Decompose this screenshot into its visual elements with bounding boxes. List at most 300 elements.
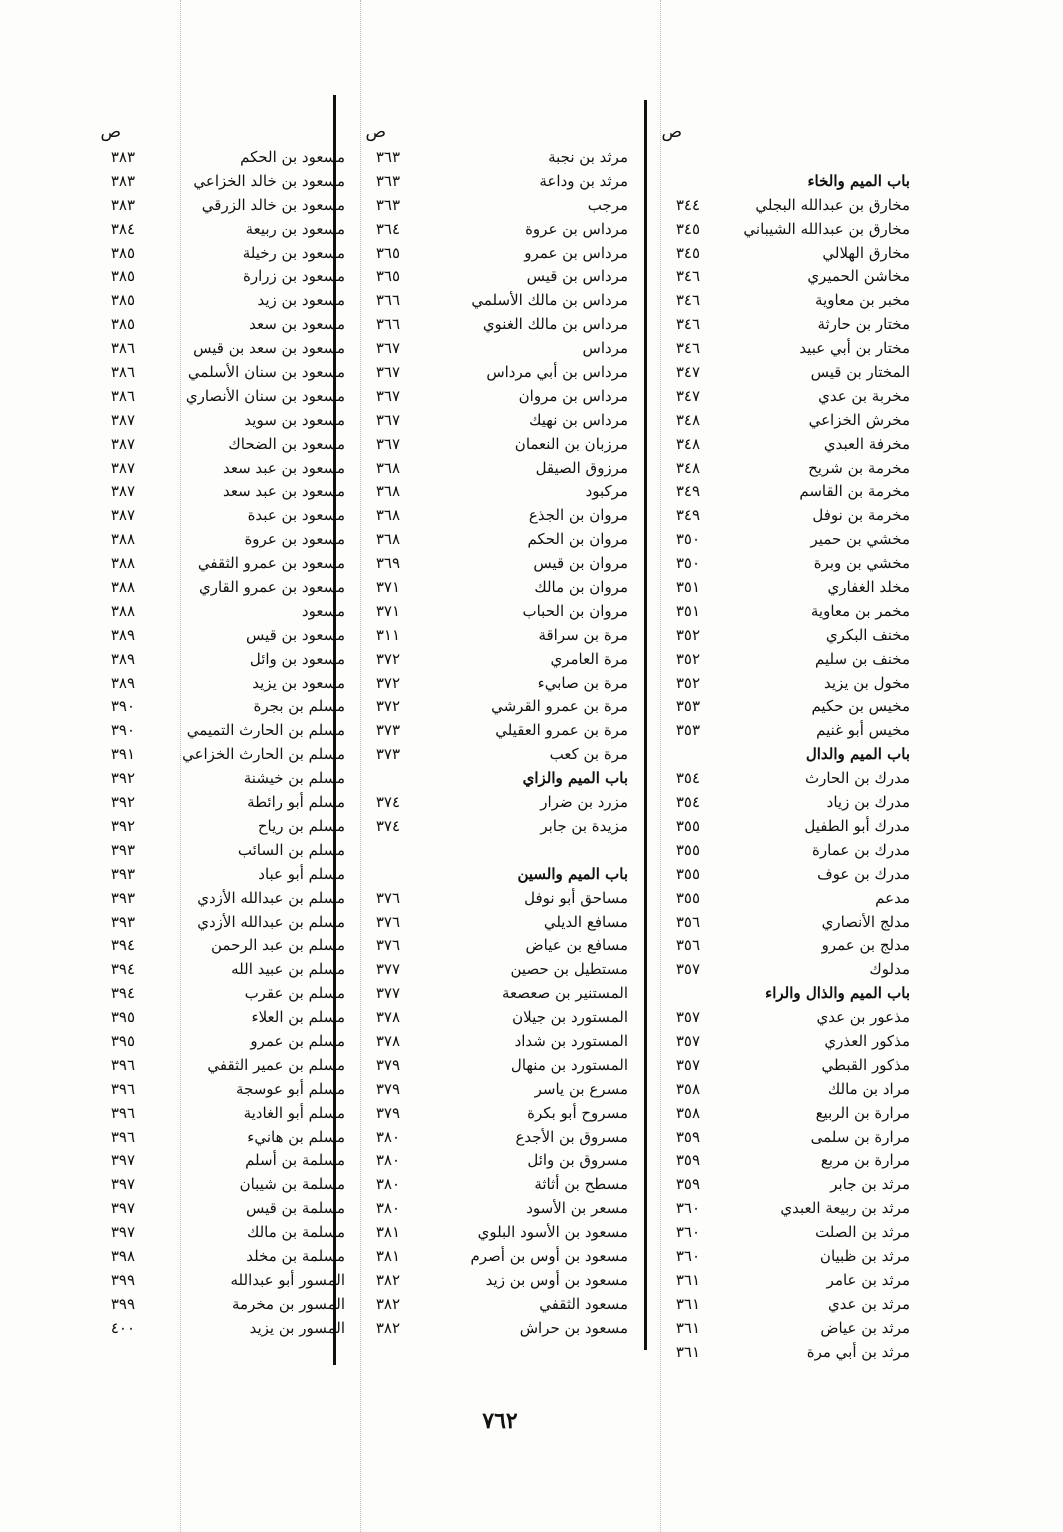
index-entry-page: ٣٨٠ — [375, 1175, 400, 1194]
index-entry-name: مسعود بن عمرو القاري — [198, 578, 345, 597]
index-entry-name: مروان بن الحكم — [527, 530, 628, 549]
index-entry-page: ٣٨٢ — [375, 1318, 400, 1337]
index-entry-page: ٣٩٩ — [110, 1294, 135, 1313]
index-entry-name: المسور بن مخرمة — [232, 1294, 345, 1313]
index-entry-page: ٣٨٦ — [110, 339, 135, 358]
index-entry-name: مخيس بن حكيم — [811, 697, 910, 716]
index-entry-name: مخرمة بن نوفل — [812, 506, 910, 525]
index-entry-name: مخشي بن حمير — [810, 530, 910, 549]
index-entry-page: ٣٤٦ — [675, 339, 700, 358]
index-entry-name: مسلم بن الحارث الخزاعي — [182, 745, 345, 764]
index-entry-page: ٣٤٧ — [675, 386, 700, 405]
index-entry-page: ٣٩٤ — [110, 960, 135, 979]
index-entry-page: ٣٧٢ — [375, 673, 400, 692]
index-entry-name: مسلم أبو عباد — [258, 864, 345, 883]
index-entry-page: ٣٧٣ — [375, 721, 400, 740]
index-entry-page: ٣٤٤ — [675, 195, 700, 214]
index-entry-page: ٣٨٠ — [375, 1199, 400, 1218]
index-entry-name: مزيدة بن جابر — [540, 816, 628, 835]
index-entry-page: ٣٥٣ — [675, 697, 700, 716]
page-header-label: ص — [365, 122, 386, 142]
index-entry-page: ٣٥٥ — [675, 816, 700, 835]
index-entry-page: ٣٨٧ — [110, 506, 135, 525]
index-entry-page: ٣٨٥ — [110, 267, 135, 286]
index-entry-page: ٣٨١ — [375, 1246, 400, 1265]
index-entry-name: مسلم بن عبدالله الأزدي — [197, 888, 345, 907]
index-entry-name: مسعود بن زرارة — [243, 267, 345, 286]
index-entry-name: مسعود بن خالد الزرقي — [201, 195, 345, 214]
index-entry-page: ٣٦٥ — [375, 267, 400, 286]
index-entry-name: مسعود بن أوس بن زيد — [485, 1270, 628, 1289]
index-entry-name: مخارق الهلالي — [822, 243, 910, 262]
index-entry-page: ٣٤٨ — [675, 434, 700, 453]
index-entry-page: ٣٦١ — [675, 1270, 700, 1289]
index-entry-page: ٣٦٧ — [375, 386, 400, 405]
index-entry-page: ٣٦٧ — [375, 434, 400, 453]
index-entry-name: مسلمة بن أسلم — [245, 1151, 345, 1170]
index-entry-name: مذعور بن عدي — [816, 1008, 910, 1027]
index-entry-page: ٣٩٣ — [110, 864, 135, 883]
index-entry-name: مسروق بن وائل — [527, 1151, 628, 1170]
index-entry-name: مسعود — [301, 601, 345, 620]
index-entry-name: مخارق بن عبدالله البجلي — [755, 195, 910, 214]
index-entry-name: مسطح بن أثاثة — [534, 1175, 628, 1194]
index-entry-page: ٣٧٢ — [375, 697, 400, 716]
index-entry-name: مرارة بن مربع — [820, 1151, 910, 1170]
index-entry-page: ٣٨٥ — [110, 243, 135, 262]
index-entry-page: ٣٦٨ — [375, 530, 400, 549]
index-entry-page: ٣٨٣ — [110, 171, 135, 190]
index-entry-name: مسعود بن أوس بن أصرم — [470, 1246, 628, 1265]
index-entry-name: مزرد بن ضرار — [540, 793, 628, 812]
column-3-pages — [75, 118, 135, 1341]
index-entry-name: مسعود بن عروة — [244, 530, 345, 549]
index-entry-name: مسلم بن عبد الرحمن — [211, 936, 345, 955]
index-entry-name: مدرك بن عوف — [817, 864, 910, 883]
index-entry-page: ٣١١ — [375, 625, 400, 644]
index-entry-name: مخول بن يزيد — [824, 673, 910, 692]
index-entry-page: ٣٦٧ — [375, 363, 400, 382]
index-entry-name: المستورد بن منهال — [510, 1055, 628, 1074]
index-entry-page: ٣٦٨ — [375, 482, 400, 501]
index-entry-page: ٣٩٤ — [110, 984, 135, 1003]
index-entry-page: ٣٧٩ — [375, 1079, 400, 1098]
index-entry-page: ٣٩٦ — [110, 1127, 135, 1146]
index-entry-page: ٣٨١ — [375, 1223, 400, 1242]
index-entry-name: مسلم بن هانيء — [247, 1127, 345, 1146]
index-entry-name: مسروق بن الأجدع — [515, 1127, 628, 1146]
index-entry-name: مدلج بن عمرو — [821, 936, 910, 955]
index-entry-page: ٣٨٠ — [375, 1127, 400, 1146]
index-entry-page: ٤٠٠ — [110, 1318, 135, 1337]
index-entry-name: مسلمة بن مالك — [246, 1223, 345, 1242]
index-entry-name: مرة بن عمرو القرشي — [491, 697, 628, 716]
index-entry-page: ٣٩٦ — [110, 1079, 135, 1098]
index-entry-page: ٣٥٠ — [675, 554, 700, 573]
index-entry-name: مراد بن مالك — [827, 1079, 910, 1098]
index-entry-name: مسلم بن السائب — [237, 840, 345, 859]
column-3-names — [170, 118, 345, 1341]
index-entry-name: مذكور العذري — [824, 1031, 910, 1050]
index-entry-page: ٣٤٦ — [675, 291, 700, 310]
index-entry-name: باب الميم والسين — [517, 864, 628, 883]
index-entry-page: ٣٦١ — [675, 1294, 700, 1313]
index-entry-name: مسروح أبو بكرة — [527, 1103, 628, 1122]
index-entry-page: ٣٩٠ — [110, 697, 135, 716]
index-entry-name: مسلمة بن مخلد — [246, 1246, 345, 1265]
index-entry-page — [640, 170, 700, 194]
index-entry-page: ٣٩٢ — [110, 793, 135, 812]
index-entry-name: مسعود بن الضحاك — [228, 434, 345, 453]
index-entry-name: مخرمة بن القاسم — [799, 482, 910, 501]
index-entry-name: مرداس بن عروة — [525, 219, 628, 238]
index-entry-page: ٣٨٨ — [110, 554, 135, 573]
index-entry-page — [345, 839, 400, 863]
index-entry-name: مخمر بن معاوية — [810, 601, 910, 620]
index-entry-page: ٣٩٧ — [110, 1223, 135, 1242]
index-entry-page — [345, 863, 400, 887]
index-entry-name: باب الميم والدال — [805, 745, 910, 764]
index-entry-name: مسلم بن عقرب — [244, 984, 345, 1003]
column-header-spacer — [700, 118, 910, 146]
index-entry-page: ٣٥٩ — [675, 1127, 700, 1146]
index-entry-page: ٣٧٤ — [375, 793, 400, 812]
index-entry-page: ٣٦٣ — [375, 195, 400, 214]
index-entry-name: مختار بن حارثة — [817, 315, 910, 334]
index-entry-name: مخربة بن عدي — [818, 386, 910, 405]
index-entry-page: ٣٥٩ — [675, 1151, 700, 1170]
index-entry-name: مرداس بن قيس — [526, 267, 628, 286]
index-entry-page: ٣٤٩ — [675, 482, 700, 501]
index-entry-name: مخاشن الحميري — [807, 267, 910, 286]
index-entry-page: ٣٨٣ — [110, 148, 135, 166]
index-entry-page: ٣٦٧ — [375, 339, 400, 358]
index-entry-name: مسعر بن الأسود — [526, 1199, 628, 1218]
index-entry-page: ٣٨٩ — [110, 673, 135, 692]
index-entry-page: ٣٧٨ — [375, 1008, 400, 1027]
index-entry-name: مدرك أبو الطفيل — [804, 816, 910, 835]
index-entry-name: مروان بن الجذع — [528, 506, 628, 525]
index-entry-name: مسلم أبو الغادية — [243, 1103, 345, 1122]
index-entry-page: ٣٥٦ — [675, 912, 700, 931]
index-entry-name: مدرك بن زياد — [826, 793, 910, 812]
index-entry-page: ٣٦٨ — [375, 506, 400, 525]
index-entry-page: ٣٧٩ — [375, 1055, 400, 1074]
index-entry-page: ٣٦٧ — [375, 410, 400, 429]
index-entry-name: مسعود بن قيس — [245, 625, 345, 644]
index-entry-page: ٣٩١ — [110, 745, 135, 764]
index-entry-name: باب الميم والزاي — [522, 769, 628, 788]
index-entry-page: ٣٧٧ — [375, 984, 400, 1003]
index-entry-page: ٣٩٥ — [110, 1031, 135, 1050]
column-1-names — [700, 118, 910, 1364]
index-entry-page: ٣٧١ — [375, 601, 400, 620]
index-entry-name: مرثد بن ربيعة العبدي — [780, 1199, 910, 1218]
index-entry-name: مسلمة بن شيبان — [239, 1175, 345, 1194]
index-entry-page: ٣٤٦ — [675, 267, 700, 286]
index-entry-name: مرة بن عمرو العقيلي — [495, 721, 628, 740]
index-entry-page: ٣٨٨ — [110, 601, 135, 620]
index-entry-page: ٣٨٣ — [110, 195, 135, 214]
index-entry-name: مسعود بن سعد بن قيس — [193, 339, 345, 358]
index-entry-page: ٣٩٠ — [110, 721, 135, 740]
index-entry-page: ٣٧٦ — [375, 936, 400, 955]
index-entry-name: مسعود بن عمرو الثقفي — [197, 554, 345, 573]
index-entry-page: ٣٧٤ — [375, 816, 400, 835]
index-entry-page: ٣٧٦ — [375, 912, 400, 931]
index-entry-page: ٣٥٧ — [675, 960, 700, 979]
index-entry-page: ٣٥٧ — [675, 1055, 700, 1074]
index-entry-page: ٣٨٤ — [110, 219, 135, 238]
index-entry-page: ٣٤٧ — [675, 363, 700, 382]
index-entry-name: مخنف بن سليم — [815, 649, 910, 668]
index-entry-page: ٣٩٣ — [110, 888, 135, 907]
index-entry-name: مروان بن الحباب — [522, 601, 628, 620]
index-entry-name: مسعود بن عبدة — [247, 506, 345, 525]
index-entry-page: ٣٧٣ — [375, 745, 400, 764]
index-entry-name: مرارة بن الربيع — [815, 1103, 910, 1122]
index-entry-page: ٣٤٥ — [675, 243, 700, 262]
index-entry-name: مدرك بن عمارة — [812, 840, 910, 859]
index-entry-name: مرثد بن ظبيان — [819, 1246, 910, 1265]
index-entry-name: مذكور القبطي — [821, 1055, 910, 1074]
index-entry-name: مسعود بن رخيلة — [242, 243, 345, 262]
column-header-spacer — [170, 118, 345, 146]
index-entry-page: ٣٥٧ — [675, 1031, 700, 1050]
column-2-names — [400, 118, 628, 1341]
index-entry-name: مرثد بن وداعة — [539, 171, 628, 190]
index-entry-name: باب الميم والخاء — [807, 171, 910, 190]
index-entry-name: مستطيل بن حصين — [510, 960, 628, 979]
index-entry-page: ٣٥٣ — [675, 721, 700, 740]
page-header-label: ص — [100, 122, 121, 142]
index-entry-name: مسلم أبو عوسجة — [236, 1079, 345, 1098]
index-entry-page: ٣٥٥ — [675, 864, 700, 883]
index-entry-page: ٣٧١ — [375, 578, 400, 597]
index-entry-name: مخرمة بن شريح — [808, 458, 910, 477]
column-2-pages — [345, 118, 400, 1341]
index-entry-page: ٣٨٦ — [110, 363, 135, 382]
index-entry-name: مسعود بن حراش — [519, 1318, 628, 1337]
index-entry-name: مسلم بن عمير الثقفي — [207, 1055, 345, 1074]
index-entry-page: ٣٧٨ — [375, 1031, 400, 1050]
index-entry-name: مرجب — [587, 195, 628, 214]
index-entry-name: مسلمة بن قيس — [245, 1199, 345, 1218]
index-entry-page: ٣٥٨ — [675, 1079, 700, 1098]
column-header-spacer — [400, 118, 628, 146]
index-entry-name: مخنف البكري — [825, 625, 910, 644]
index-entry-page — [640, 146, 700, 170]
index-entry-name: مسعود بن سنان الأسلمي — [187, 363, 345, 382]
index-entry-name: مختار بن أبي عبيد — [799, 339, 910, 358]
index-entry-page: ٣٨٩ — [110, 649, 135, 668]
index-entry-name: مرثد بن نجبة — [548, 148, 628, 166]
index-entry-page: ٣٨٢ — [375, 1294, 400, 1313]
index-entry-page: ٣٩٦ — [110, 1103, 135, 1122]
index-entry-name: مسعود بن خالد الخزاعي — [193, 171, 345, 190]
index-entry-name: مرارة بن سلمى — [810, 1127, 910, 1146]
index-entry-name: مخارق بن عبدالله الشيباني — [743, 219, 910, 238]
index-entry-page: ٣٥١ — [675, 601, 700, 620]
index-entry-page: ٣٩٣ — [110, 840, 135, 859]
index-entry-page: ٣٥٨ — [675, 1103, 700, 1122]
index-entry-name: مدرك بن الحارث — [805, 769, 910, 788]
index-entry-name: مسلم بن بجرة — [253, 697, 345, 716]
index-entry-name: مرزوق الصيقل — [535, 458, 628, 477]
index-entry-page: ٣٦٦ — [375, 291, 400, 310]
index-entry-name: مخبر بن معاوية — [815, 291, 910, 310]
index-entry-name: مسعود الثقفي — [539, 1294, 628, 1313]
index-entry-page: ٣٥١ — [675, 578, 700, 597]
index-entry-page: ٣٦٠ — [675, 1199, 700, 1218]
index-entry-page: ٣٩٦ — [110, 1055, 135, 1074]
index-entry-name: مركبود — [585, 482, 628, 501]
index-entry-name: مسعود بن زيد — [257, 291, 345, 310]
index-entry-name: باب الميم والذال والراء — [765, 984, 910, 1003]
index-entry-page: ٣٦٤ — [375, 219, 400, 238]
index-entry-name: مساحق أبو نوفل — [524, 888, 628, 907]
index-entry-name: المسور بن يزيد — [249, 1318, 345, 1337]
index-entry-page: ٣٨٨ — [110, 578, 135, 597]
index-entry-page: ٣٥٢ — [675, 673, 700, 692]
index-entry-name: مسعود بن يزيد — [252, 673, 345, 692]
index-entry-page: ٣٩٣ — [110, 912, 135, 931]
index-entry-page: ٣٨٦ — [110, 386, 135, 405]
index-entry-page: ٣٨٥ — [110, 315, 135, 334]
index-entry-name: المستورد بن شداد — [514, 1031, 628, 1050]
index-entry-name — [700, 146, 910, 170]
index-entry-page: ٣٩٤ — [110, 936, 135, 955]
index-entry-name: مسعود بن ربيعة — [245, 219, 345, 238]
index-entry-page: ٣٤٨ — [675, 458, 700, 477]
index-entry-page: ٣٩٧ — [110, 1151, 135, 1170]
index-entry-name: مدلج الأنصاري — [821, 912, 910, 931]
index-entry-name: المسور أبو عبدالله — [230, 1270, 345, 1289]
index-entry-page: ٣٦١ — [675, 1318, 700, 1337]
index-entry-page — [640, 982, 700, 1006]
index-entry-name: مدعم — [875, 888, 910, 907]
index-entry-name: مسعود بن عبد سعد — [222, 482, 345, 501]
index-entry-name: مروان بن مالك — [534, 578, 628, 597]
index-entry-name: مرداس بن أبي مرداس — [486, 363, 628, 382]
index-entry-name: مسعود بن سنان الأنصاري — [185, 386, 345, 405]
index-entry-name: مرة بن صابيء — [537, 673, 628, 692]
index-entry-page: ٣٦١ — [675, 1342, 700, 1361]
index-entry-name: مرثد بن الصلت — [815, 1223, 910, 1242]
index-entry-name: مخيس أبو غنيم — [816, 721, 910, 740]
index-entry-page: ٣٤٥ — [675, 219, 700, 238]
index-entry-name: مرداس — [582, 339, 628, 358]
index-entry-name: مرة العامري — [550, 649, 628, 668]
index-entry-name: المستنير بن صعصعة — [501, 984, 628, 1003]
index-entry-name: مسلم بن خيشنة — [243, 769, 345, 788]
index-entry-page: ٣٧٦ — [375, 888, 400, 907]
index-entry-name: مرثد بن عياض — [820, 1318, 910, 1337]
index-entry-name: مخلد الغفاري — [827, 578, 910, 597]
index-entry-page: ٣٧٩ — [375, 1103, 400, 1122]
index-entry-name — [400, 839, 628, 863]
index-entry-name: مسعود بن سويد — [244, 410, 345, 429]
index-entry-page: ٣٩٢ — [110, 769, 135, 788]
index-entry-name: مسلم بن رياح — [257, 816, 345, 835]
index-entry-name: مرزبان بن النعمان — [514, 434, 628, 453]
index-entry-page: ٣٨٩ — [110, 625, 135, 644]
index-entry-page: ٣٦٦ — [375, 315, 400, 334]
index-entry-name: مرثد بن عدي — [827, 1294, 910, 1313]
index-entry-page — [640, 743, 700, 767]
index-entry-name: مسرع بن ياسر — [534, 1079, 628, 1098]
index-entry-name: مسعود بن وائل — [249, 649, 345, 668]
index-entry-page: ٣٥٥ — [675, 840, 700, 859]
index-entry-name: مروان بن قيس — [533, 554, 628, 573]
index-entry-page: ٣٨٨ — [110, 530, 135, 549]
index-entry-page: ٣٨٧ — [110, 482, 135, 501]
index-entry-page: ٣٥٢ — [675, 625, 700, 644]
index-entry-name: مخرفة العبدي — [823, 434, 910, 453]
index-entry-page: ٣٦٣ — [375, 171, 400, 190]
index-entry-name: مسلم بن الحارث التميمي — [186, 721, 345, 740]
index-entry-page: ٣٥٠ — [675, 530, 700, 549]
index-entry-name: مرثد بن أبي مرة — [806, 1342, 910, 1361]
page-header-label: ص — [661, 122, 682, 142]
column-1-pages — [640, 118, 700, 1364]
index-entry-page: ٣٧٧ — [375, 960, 400, 979]
index-entry-page: ٣٥٢ — [675, 649, 700, 668]
index-entry-name: مسلم بن العلاء — [251, 1008, 345, 1027]
index-entry-page: ٣٦٣ — [375, 148, 400, 166]
index-entry-page: ٣٥٩ — [675, 1175, 700, 1194]
index-entry-name: مسعود بن سعد — [249, 315, 345, 334]
index-entry-page: ٣٩٧ — [110, 1175, 135, 1194]
column-divider — [644, 100, 647, 1350]
index-entry-name: مرداس بن عمرو — [524, 243, 628, 262]
index-entry-page: ٣٤٦ — [675, 315, 700, 334]
index-entry-page: ٣٥٤ — [675, 769, 700, 788]
index-entry-page: ٣٩٧ — [110, 1199, 135, 1218]
index-entry-page: ٣٨٥ — [110, 291, 135, 310]
index-entry-name: مسعود بن عبد سعد — [222, 458, 345, 477]
index-entry-page: ٣٥٦ — [675, 936, 700, 955]
index-entry-page: ٣٦٥ — [375, 243, 400, 262]
index-entry-page: ٣٥٤ — [675, 793, 700, 812]
index-entry-page: ٣٩٢ — [110, 816, 135, 835]
index-entry-name: مخشي بن وبرة — [813, 554, 910, 573]
index-entry-page — [345, 767, 400, 791]
index-entry-name: مرة بن سراقة — [538, 625, 628, 644]
index-entry-page: ٣٩٩ — [110, 1270, 135, 1289]
index-entry-name: مسلم بن عبدالله الأزدي — [197, 912, 345, 931]
index-entry-name: مرداس بن نهيك — [529, 410, 628, 429]
index-entry-name: مسلم بن عمرو — [250, 1031, 345, 1050]
index-entry-page: ٣٥٥ — [675, 888, 700, 907]
index-entry-name: مرثد بن عامر — [826, 1270, 910, 1289]
index-entry-page: ٣٤٩ — [675, 506, 700, 525]
index-entry-name: مرة بن كعب — [549, 745, 628, 764]
index-entry-name: مسافع بن عياض — [525, 936, 628, 955]
index-entry-page: ٣٧٢ — [375, 649, 400, 668]
index-entry-name: المستورد بن جيلان — [512, 1008, 628, 1027]
index-entry-page: ٣٨٧ — [110, 458, 135, 477]
index-entry-page: ٣٤٨ — [675, 410, 700, 429]
index-entry-name: مرداس بن مالك الأسلمي — [471, 291, 628, 310]
index-entry-page: ٣٦٠ — [675, 1223, 700, 1242]
index-entry-name: مسلم بن عبيد الله — [231, 960, 345, 979]
index-entry-name: مسافع الديلي — [543, 912, 628, 931]
index-entry-name: مدلوك — [869, 960, 910, 979]
index-entry-page: ٣٥٧ — [675, 1008, 700, 1027]
index-entry-page: ٣٦٠ — [675, 1246, 700, 1265]
index-entry-name: مرداس بن مالك الغنوي — [482, 315, 628, 334]
